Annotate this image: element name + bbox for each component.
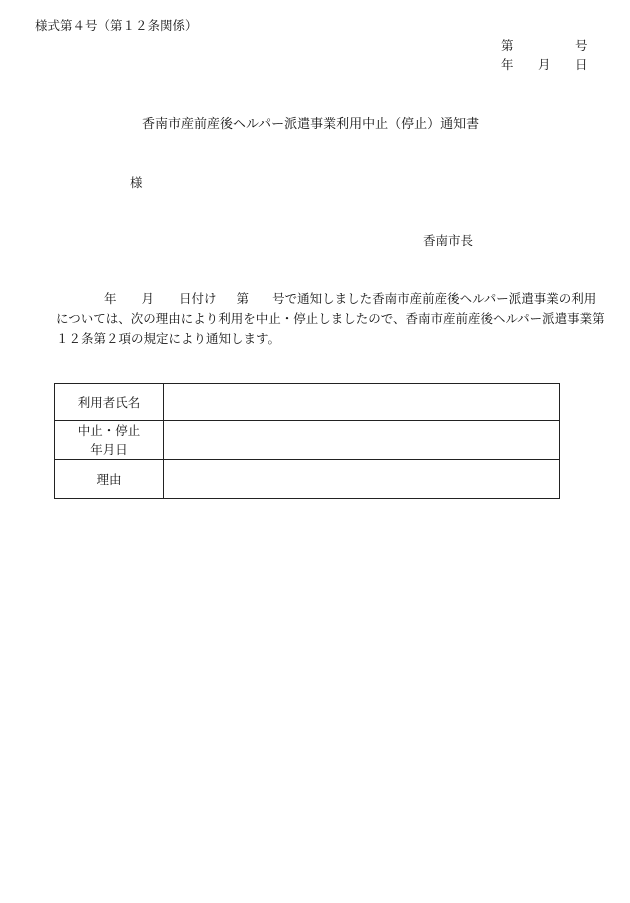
doc-number-suffix: 号 — [575, 38, 588, 53]
stop-date-label-line1: 中止・停止 — [77, 423, 141, 438]
doc-number-prefix: 第 — [501, 38, 514, 53]
body-dated: 日付け — [179, 291, 217, 306]
reason-label: 理由 — [55, 460, 164, 499]
date-month-label: 月 — [538, 57, 551, 72]
sender-name: 香南市長 — [423, 233, 474, 248]
body-line-3: １２条第２項の規定により通知します。 — [56, 331, 281, 346]
body-year: 年 — [104, 291, 117, 306]
user-name-field[interactable] — [164, 384, 560, 421]
reason-field[interactable] — [164, 460, 560, 499]
table-row-stop-date — [55, 421, 560, 460]
date-year-label: 年 — [501, 57, 514, 72]
notice-body — [56, 289, 605, 349]
form-number: 様式第４号（第１２条関係） — [35, 18, 198, 33]
user-name-label: 利用者氏名 — [55, 384, 164, 421]
date-day-label: 日 — [575, 57, 588, 72]
stop-date-field[interactable] — [164, 421, 560, 460]
table-row-reason — [55, 460, 560, 499]
body-line-1 — [56, 289, 596, 309]
body-month: 月 — [141, 291, 155, 306]
recipient-honorific: 様 — [130, 175, 143, 190]
table-row-user-name — [55, 384, 560, 421]
document-title: 香南市産前産後ヘルパー派遣事業利用中止（停止）通知書 — [142, 117, 480, 132]
body-number-prefix: 第 — [236, 291, 250, 306]
info-table — [54, 383, 560, 499]
body-line-2: については、次の理由により利用を中止・停止しましたので、香南市産前産後ヘルパー派遣事業第 — [56, 311, 605, 326]
body-line1-tail: 号で通知しました香南市産前産後ヘルパー派遣事業の利用 — [272, 291, 597, 306]
stop-date-label — [55, 421, 164, 460]
stop-date-label-line2: 年月日 — [90, 442, 128, 457]
